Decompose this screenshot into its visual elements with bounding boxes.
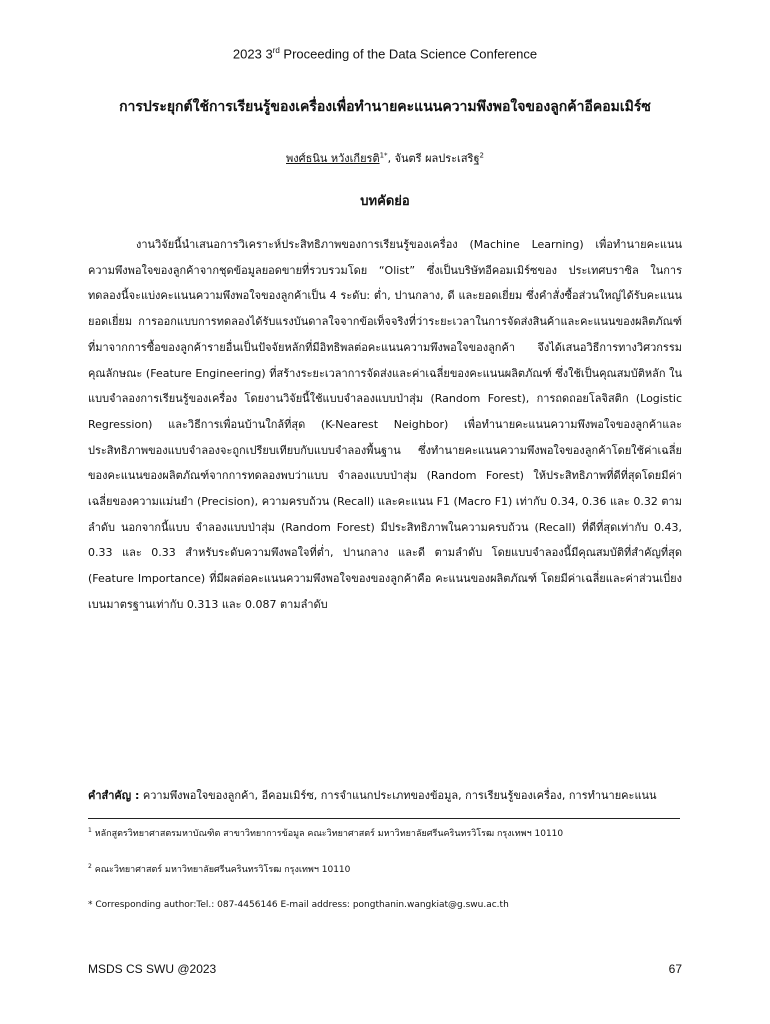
footnote-corresponding-text: * Corresponding author:Tel.: 087-4456146 E-mail address: pongthanin.wangkiat@g.swu.ac.th (88, 900, 509, 910)
keywords-line (88, 786, 688, 804)
paper-title: การประยุกต์ใช้การเรียนรู้ของเครื่องเพื่อทำนายคะแนนความพึงพอใจของลูกค้าอีคอมเมิร์ซ (119, 99, 651, 115)
footnote-2-marker: 2 (88, 863, 92, 870)
footnote-2-text: คณะวิทยาศาสตร์ มหาวิทยาลัยศรีนครินทรวิโรฒ กรุงเทพฯ 10110 (91, 865, 351, 875)
abstract-body: งานวิจัยนี้นำเสนอการวิเคราะห์ประสิทธิภาพของการเรียนรู้ของเครื่อง (Machine Learning) เพื่อทำนายคะแนนความพึงพอใจของลูกค้าจากชุดข้อมูลยอดขายที่รวบรวมโดย “Olist” ซึ่งเป็นบริษัทอีคอมเมิร์ซของ ประเทศบราซิล ในการทดลองนี้จะแบ่งคะแนนความพึงพอใจของลูกค้าเป็น 4 ระดับ: ต่ำ, ปานกลาง, ดี และยอดเยี่ยม ซึ่งคำสั่งซื้อส่วนใหญ่ได้รับคะแนนยอดเยี่ยม การออกแบบการทดลองได้รับแรงบันดาลใจจากข้อเท็จจริงที่ว่าระยะเวลาในการจัดส่งสินค้าและคะแนนของผลิตภัณฑ์ที่มาจากการซื้อของลูกค้ารายอื่นเป็นปัจจัยหลักที่มีอิทธิพลต่อคะแนนความพึงพอใจของลูกค้า จึงได้เสนอวิธีการทางวิศวกรรมคุณลักษณะ (Feature Engineering) ที่สร้างระยะเวลาการจัดส่งและค่าเฉลี่ยของคะแนนผลิตภัณฑ์ ซึ่งใช้เป็นคุณสมบัติหลัก ในแบบจำลองการเรียนรู้ของเครื่อง โดยงานวิจัยนี้ใช้แบบจำลองแบบป่าสุ่ม (Random Forest), การถดถอยโลจิสติก (Logistic Regression) และวิธีการเพื่อนบ้านใกล้ที่สุด (K-Nearest Neighbor) เพื่อทำนายคะแนนความพึงพอใจของลูกค้าและประสิทธิภาพของแบบจำลองจะถูกเปรียบเทียบกับแบบจำลองพื้นฐาน ซึ่งทำนายคะแนนความพึงพอใจของลูกค้าโดยใช้ค่าเฉลี่ยของคะแนนของผลิตภัณฑ์จากการทดลองพบว่าแบบ จำลองแบบป่าสุ่ม (Random Forest) ให้ประสิทธิภาพที่ดีที่สุดโดยมีค่าเฉลี่ยของความแม่นยำ (Precision), ความครบถ้วน (Recall) และคะแนน F1 (Macro F1) เท่ากับ 0.34, 0.36 และ 0.32 ตามลำดับ นอกจากนี้แบบ จำลองแบบป่าสุ่ม (Random Forest) มีประสิทธิภาพในความครบถ้วน (Recall) ที่ดีที่สุดเท่ากับ 0.43, 0.33 และ 0.33 สำหรับระดับความพึงพอใจที่ต่ำ, ปานกลาง และดี ตามลำดับ โดยแบบจำลองนี้มีคุณสมบัติที่สำคัญที่สุด (Feature Importance) ที่มีผลต่อคะแนนความพึงพอใจของของลูกค้าคือ คะแนนของผลิตภัณฑ์ โดยมีค่าเฉลี่ยและค่าส่วนเบี่ยงเบนมาตรฐานเท่ากับ 0.313 และ 0.087 ตามลำดับ (88, 238, 682, 611)
abstract-heading: บทคัดย่อ (360, 194, 410, 209)
author-2: จันตรี ผลประเสริฐ (394, 152, 480, 165)
author-1-affiliation: 1* (379, 151, 388, 160)
page-number: 67 (668, 962, 682, 976)
header-superscript: rd (272, 46, 280, 55)
keywords-text: ความพึงพอใจของลูกค้า, อีคอมเมิร์ซ, การจำแนกประเภทของข้อมูล, การเรียนรู้ของเครื่อง, การทำนายคะแนน (139, 789, 657, 802)
footnote-1 (88, 826, 688, 840)
footnote-1-marker: 1 (88, 827, 92, 834)
header-suffix: Proceeding of the Data Science Conference (279, 46, 538, 62)
footnote-1-text: หลักสูตรวิทยาศาสตรมหาบัณฑิต สาขาวิทยาการข้อมูล คณะวิทยาศาสตร์ มหาวิทยาลัยศรีนครินทรวิโรฒ กรุงเทพฯ 10110 (91, 829, 564, 839)
running-header (0, 46, 770, 61)
footnote-divider (88, 818, 680, 819)
author-line (60, 149, 710, 167)
footnote-corresponding (88, 900, 688, 910)
header-prefix: 2023 3 (232, 46, 273, 62)
author-2-affiliation: 2 (479, 151, 484, 160)
footnote-2 (88, 862, 688, 876)
footer-left: MSDS CS SWU @2023 (88, 962, 217, 976)
author-separator: , (387, 152, 395, 165)
keywords-label: คำสำคัญ : (88, 789, 140, 802)
author-1: พงศ์ธนิน หวังเกียรติ (286, 152, 380, 165)
